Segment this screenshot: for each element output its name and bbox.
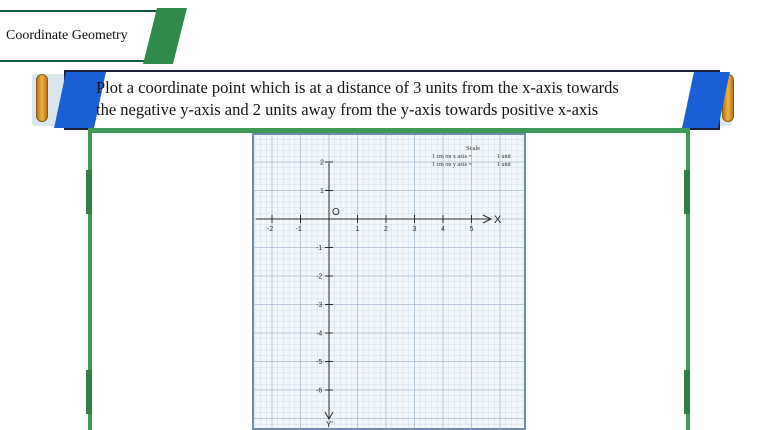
x-tick-label: 1 [355, 226, 360, 233]
topic-title: Coordinate Geometry [6, 28, 128, 43]
grid-lines [254, 135, 524, 428]
question-line-2: the negative y-axis and 2 units away from the y-axis towards positive x-axis [96, 100, 599, 119]
question-line-1: Plot a coordinate point which is at a distance of 3 units from the x-axis towards [96, 78, 619, 97]
axes [256, 163, 491, 419]
x-tick-label: 3 [412, 226, 417, 233]
coordinate-plane [254, 135, 524, 428]
x-tick-label: 4 [441, 226, 445, 233]
frame-left-notch-bottom [86, 370, 92, 414]
y-axis-label: Y' [326, 420, 333, 428]
tick-marks [267, 160, 474, 395]
y-tick-label: -3 [316, 302, 323, 309]
frame-right-notch-top [684, 170, 690, 214]
origin-label: O [332, 207, 340, 218]
graph-paper [252, 133, 526, 430]
scale-y-text: 1 cm on y axis = [432, 162, 472, 168]
scale-legend [432, 145, 511, 168]
scroll-cap-left [36, 74, 48, 122]
topic-tab [0, 8, 182, 64]
x-tick-label: 5 [469, 226, 474, 233]
y-tick-label: -5 [316, 359, 323, 366]
question-text [96, 77, 619, 121]
scale-y-value: 1 unit [497, 162, 511, 168]
y-tick-label: -4 [316, 330, 323, 338]
x-tick-label: 2 [384, 226, 388, 233]
frame-left-notch-top [86, 170, 92, 214]
question-banner [64, 70, 720, 130]
y-tick-label: 2 [320, 159, 324, 167]
frame-right-notch-bottom [684, 370, 690, 414]
x-tick-label: -1 [295, 226, 302, 233]
y-tick-label: 1 [320, 188, 324, 195]
y-tick-label: -2 [316, 273, 323, 281]
x-tick-label: -2 [267, 226, 274, 233]
y-tick-label: -6 [316, 387, 323, 395]
y-tick-label: -1 [316, 245, 323, 252]
scale-title: Scale [466, 145, 481, 152]
scale-x-value: 1 unit [497, 154, 511, 160]
x-axis-label: X [494, 214, 502, 226]
scale-x-text: 1 cm on x axis = [432, 154, 472, 160]
